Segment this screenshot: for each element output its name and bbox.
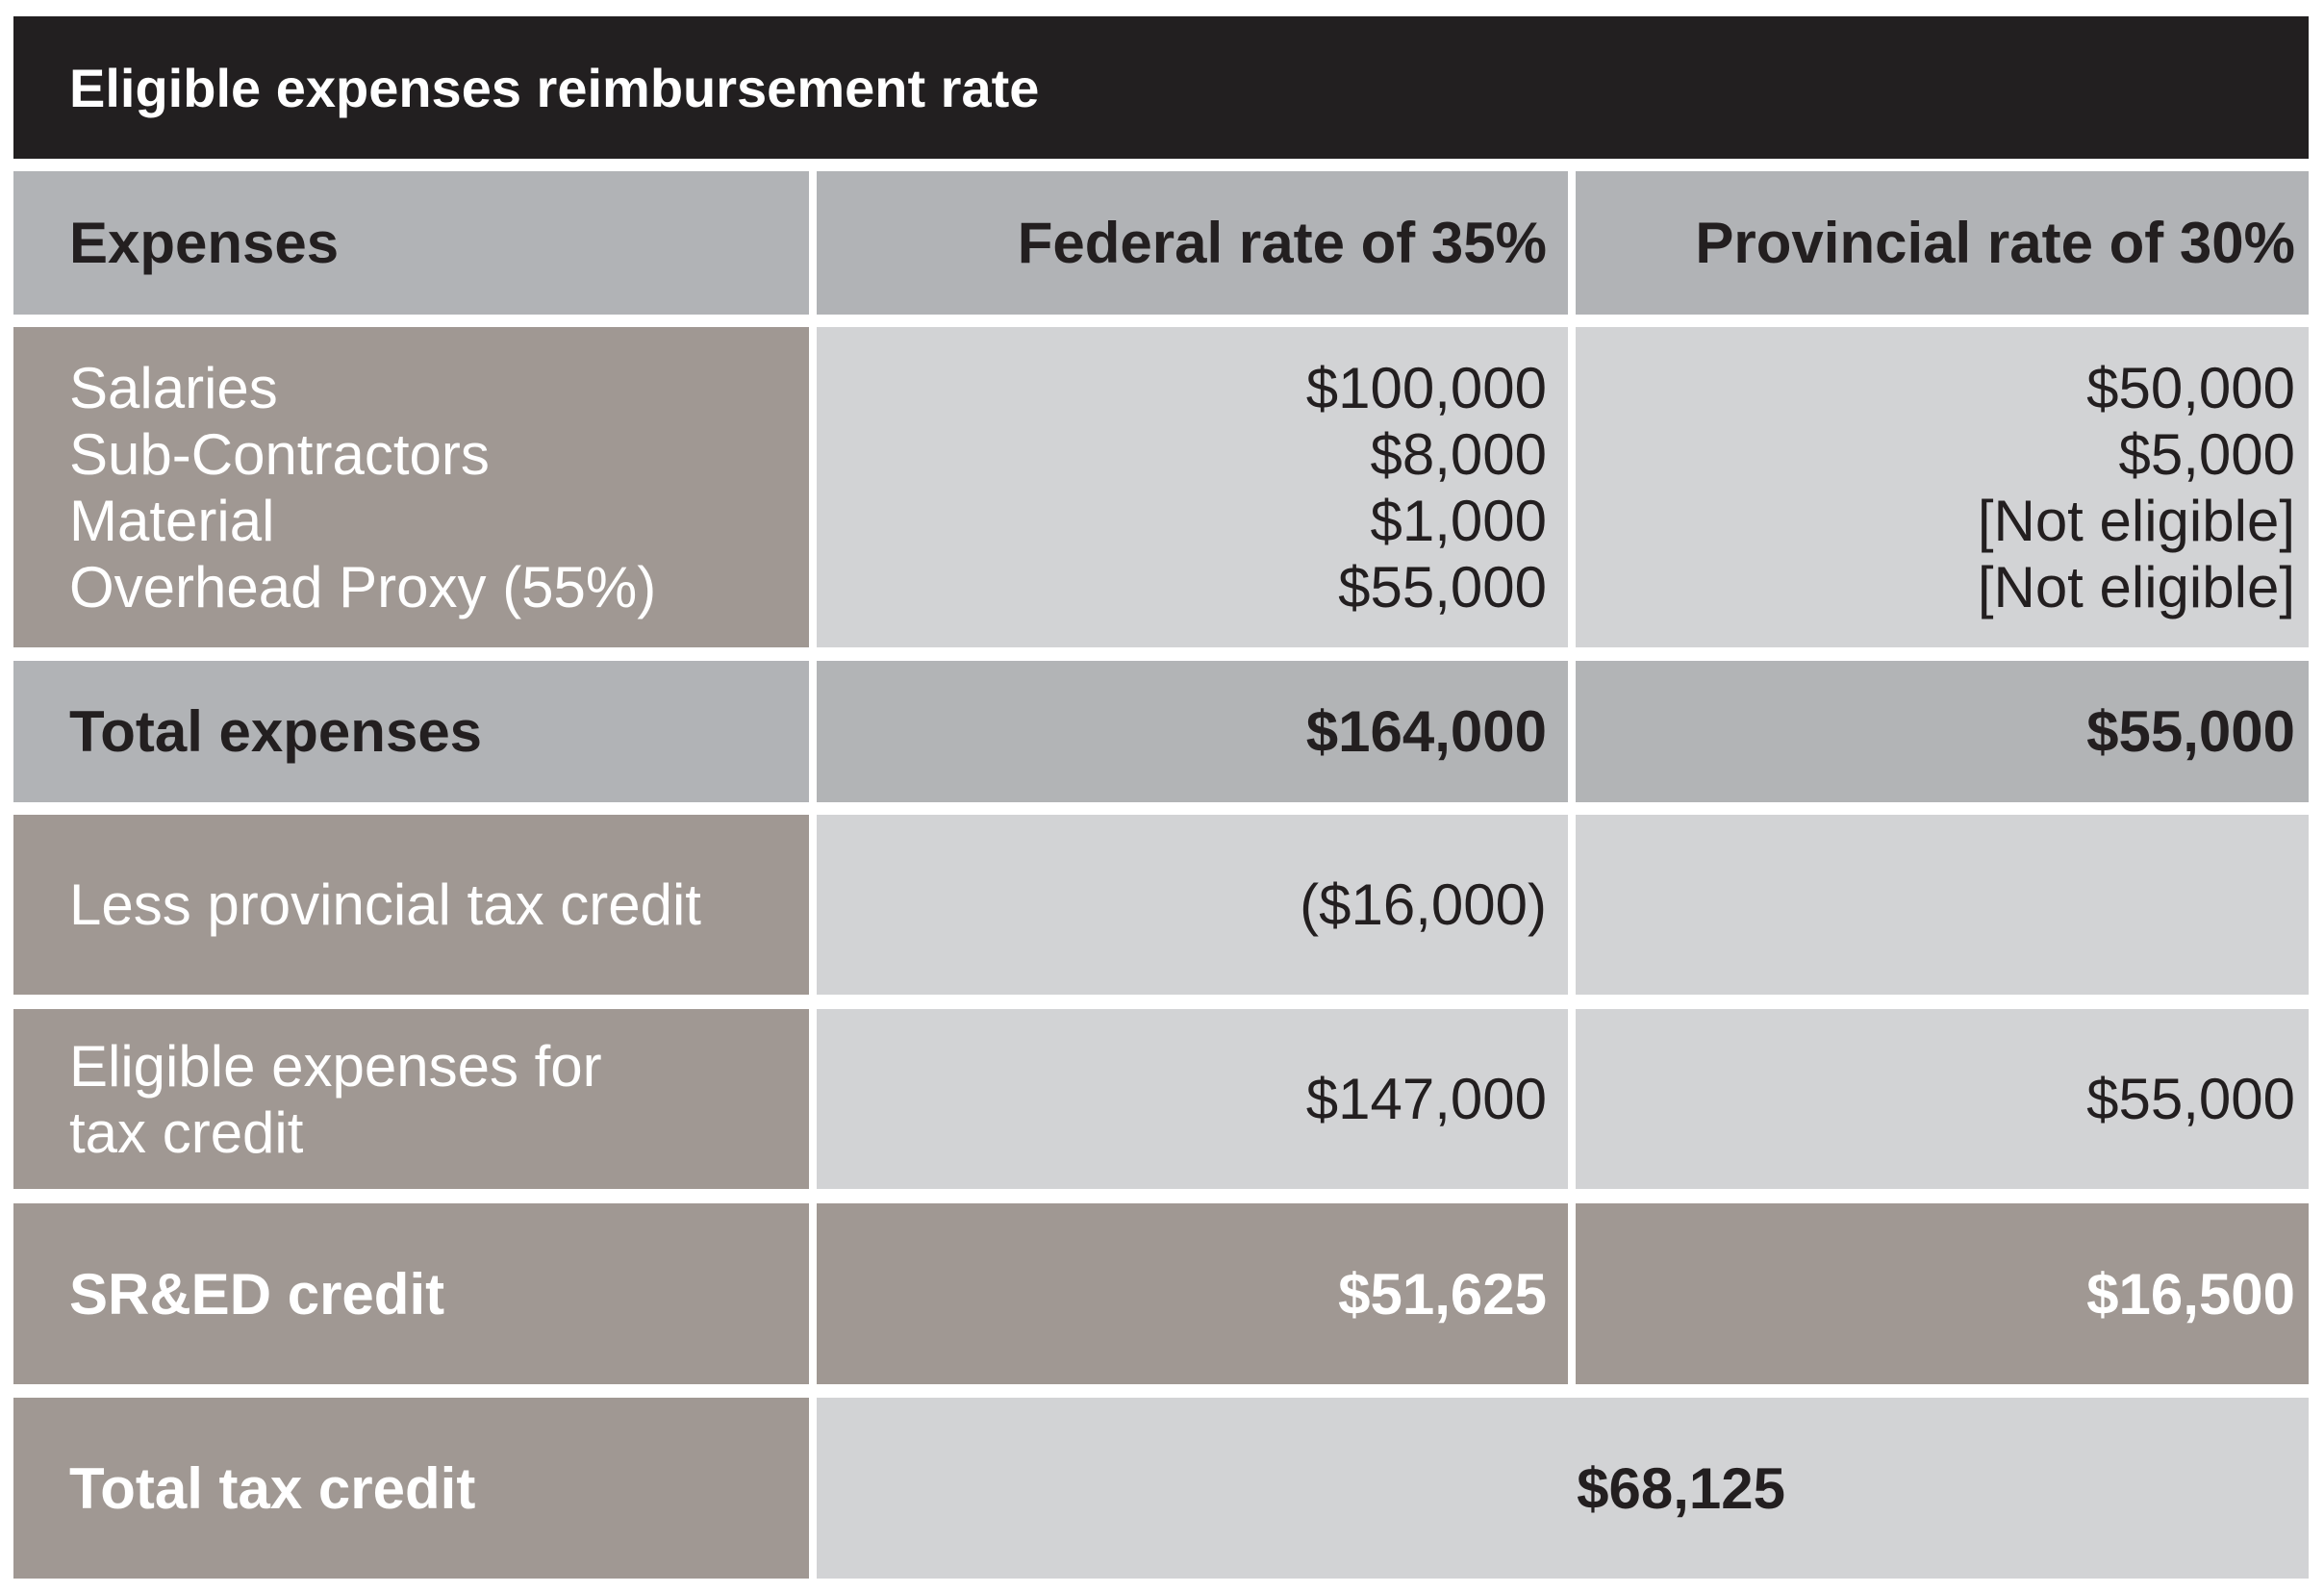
- provincial-overhead: [Not eligible]: [1977, 554, 2295, 619]
- less-provincial-provincial: [1576, 815, 2309, 995]
- header-provincial-rate: Provincial rate of 30%: [1576, 171, 2309, 315]
- sred-credit-label: SR&ED credit: [13, 1203, 809, 1384]
- expense-federal-cell: [817, 327, 1568, 647]
- total-expenses-federal: $164,000: [817, 661, 1568, 802]
- federal-subcontractors: $8,000: [1370, 421, 1547, 487]
- total-tax-credit-label: Total tax credit: [13, 1398, 809, 1579]
- header-federal-rate: Federal rate of 35%: [817, 171, 1568, 315]
- provincial-subcontractors: $5,000: [2118, 421, 2295, 487]
- total-expenses-label: Total expenses: [13, 661, 809, 802]
- less-provincial-federal: ($16,000): [817, 815, 1568, 995]
- federal-material: $1,000: [1370, 488, 1547, 553]
- expense-label-subcontractors: Sub-Contractors: [69, 421, 490, 487]
- federal-overhead: $55,000: [1338, 554, 1547, 619]
- expense-label-overhead: Overhead Proxy (55%): [69, 554, 657, 619]
- total-tax-credit-cell: [817, 1398, 2309, 1579]
- expense-labels-cell: [13, 327, 809, 647]
- less-provincial-label: Less provincial tax credit: [13, 815, 809, 995]
- eligible-expenses-federal: $147,000: [817, 1009, 1568, 1189]
- federal-salaries: $100,000: [1305, 355, 1547, 420]
- total-expenses-provincial: $55,000: [1576, 661, 2309, 802]
- provincial-salaries: $50,000: [2086, 355, 2295, 420]
- header-expenses: Expenses: [13, 171, 809, 315]
- eligible-expenses-label: [13, 1009, 809, 1189]
- eligible-label-line1: Eligible expenses for: [69, 1033, 602, 1099]
- sred-credit-federal: $51,625: [817, 1203, 1568, 1384]
- sred-credit-provincial: $16,500: [1576, 1203, 2309, 1384]
- total-tax-credit-value: $68,125: [1577, 1455, 1785, 1521]
- expense-label-salaries: Salaries: [69, 355, 278, 420]
- eligible-expenses-provincial: $55,000: [1576, 1009, 2309, 1189]
- expense-label-material: Material: [69, 488, 275, 553]
- expense-provincial-cell: [1576, 327, 2309, 647]
- table-title: Eligible expenses reimbursement rate: [13, 16, 2309, 159]
- provincial-material: [Not eligible]: [1977, 488, 2295, 553]
- eligible-label-line2: tax credit: [69, 1099, 304, 1165]
